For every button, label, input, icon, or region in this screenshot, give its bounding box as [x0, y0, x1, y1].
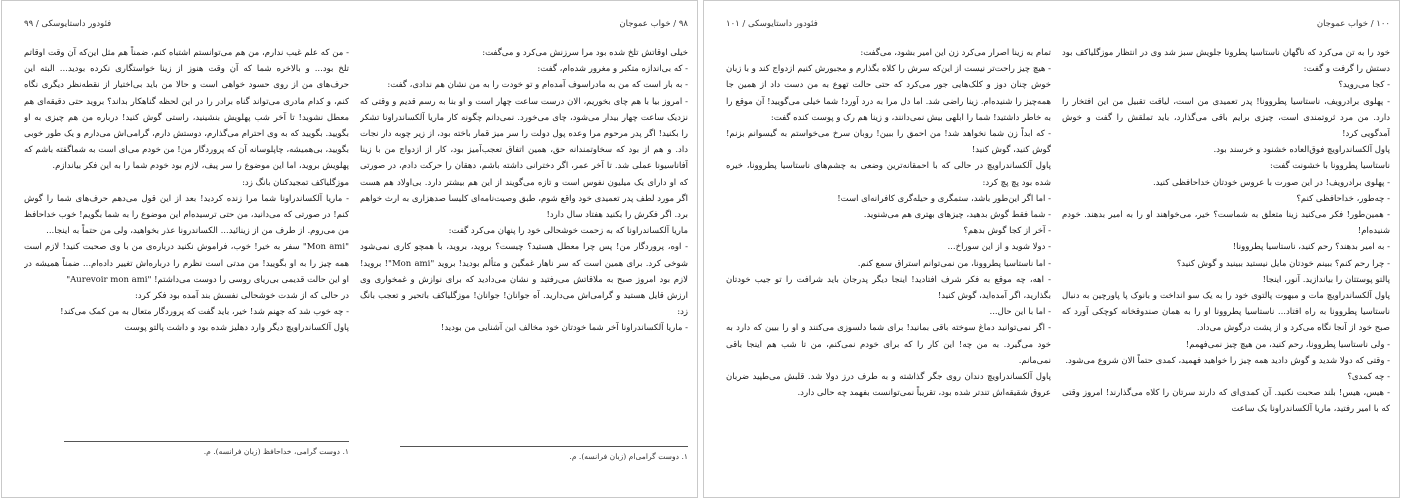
paragraph: - دولا شوید و از این سوراخ...	[947, 242, 1051, 253]
paragraph: - همین‌طور! فکر می‌کنید زینا متعلق به شماست؟ خیر، می‌خواهند او را به امیر بدهند. خودم شنیده‌ام!	[1062, 210, 1390, 237]
paragraph: پاول آلکساندراویچ فوق‌العاده خشنود و خرسند بود.	[1213, 145, 1390, 156]
footnote-rule	[400, 446, 688, 447]
paragraph: پاول آلکساندراویچ در حالی که با احمقانه‌ترین وضعی به چشم‌های ناستاسیا پطروونا، خیره شده بود پچ پچ کرد:	[726, 161, 1051, 188]
paragraph: - ماریا آلکساندراونا آخر شما خودتان خود مخالف این آشنایی من بودید!	[440, 323, 688, 334]
running-title: ۹۸ / خواب عموجان	[619, 19, 688, 29]
paragraph: - آخر از کجا گوش بدهم؟	[963, 226, 1051, 237]
paragraph: ناستاسیا پطروونا با خشونت گفت:	[1270, 161, 1390, 172]
paragraph: پاول آلکساندراویچ دیگر وارد دهلیز شده بود و داشت پالتو پوست	[124, 323, 349, 334]
page-98	[360, 1, 688, 497]
paragraph: خود را به تن می‌کرد که ناگهان ناستاسیا پطرونا جلویش سبز شد وی در انتظار موزگلیاکف بود دستش را گرفت و گفت:	[1062, 48, 1390, 75]
page-header	[24, 19, 349, 35]
footnote: ۱. دوست گرامی‌ام (زبان فرانسه). م.	[569, 452, 688, 461]
paragraph: - شما فقط گوش بدهید، چیزهای بهتری هم می‌شنوید.	[863, 210, 1051, 221]
paragraph: - ماریا آلکساندراونا شما مرا زنده کردید! بعد از این قول می‌دهم حرف‌های شما را گوش کنم! در صورتی که می‌دانید، من حتی ترسیده‌ام این موضوع را به شما بگویم! خوب خداحافظ من می‌روم. از طرف من از زینائید... الکساندرونا عذر بخواهید، ولی من حتماً به اینجا...	[24, 193, 349, 237]
paragraph: - اوه، پروردگار من! پس چرا معطل هستید؟ چیست؟ بروید، بروید، با همچو کاری نمی‌شود شوخی کرد. برای همین است که سر ناهار غمگین و متألم بودید! بروید "Mon ami"! بروید! لازم بود امروز صبح به ملاقاتش می‌رفتید و نشان می‌دادید که برای نوازش و غمخواری وی ارزش قایل هستید و گرامی‌اش می‌دارید. آه جوانان! جوانان! موزگلیاکف باتحیر و تعجب بانگ زد:	[360, 242, 688, 318]
paragraph: - اما ناستاسیا پطروونا، من نمی‌توانم استراق سمع کنم.	[857, 258, 1051, 269]
paragraph: - ولی ناستاسیا پطروونا، رحم کنید، من هیچ چیز نمی‌فهمم!	[1185, 339, 1390, 350]
paragraph: تمام به زینا اصرار می‌کرد زن این امیر بشود، می‌گفت:	[860, 48, 1051, 58]
page-header	[1062, 19, 1390, 35]
paragraph: خیلی اوقاتش تلخ شده بود مرا سرزنش می‌کرد و می‌گفت:	[482, 48, 688, 58]
page-header	[726, 19, 1051, 35]
page-body	[1062, 45, 1390, 418]
paragraph: - چه خوب شد که جهنم شد! خیر، باید گفت که پروردگار متعال به من کمک می‌کند!	[60, 307, 349, 318]
footnote: ۱. دوست گرامی، خداحافظ (زبان فرانسه). م.	[203, 447, 349, 456]
page-body	[726, 45, 1051, 401]
page-body	[360, 45, 688, 337]
page-100	[1062, 1, 1390, 497]
paragraph: - پهلوی برادرویف! در این صورت با عروس خودتان خداحافظی کنید.	[1152, 177, 1390, 188]
page-body	[24, 45, 349, 337]
paragraph: - چرا رحم کنم؟ ببینم خودتان مایل نیستید ببینید و گوش کنید؟	[1176, 258, 1390, 269]
page-99	[24, 1, 349, 497]
paragraph: - اگر نمی‌توانید دماغ سوخته باقی بمانید! برای شما دلسوزی می‌کنند و او را بیین که دارد به خود می‌گیرد. به من چه! این کار را که برای خودم نمی‌کنم، من تا شب هم اینجا باقی نمی‌مانم.	[726, 323, 1051, 366]
paragraph: موزگلیاکف تمجیدکنان بانگ زد:	[242, 177, 349, 188]
paragraph: - هیس، هیس! بلند صحبت نکنید. آن کمدی‌ای که دارند سرتان را کلاه می‌گذارند! امروز وقتی که با امیر رفتید، ماریا آلکساندراونا یک ساعت	[1062, 388, 1390, 415]
paragraph: در حالی که از شدت خوشحالی نفسش بند آمده بود فکر کرد:	[135, 291, 349, 302]
paragraph: - چه‌طور، خداحافظی کنم؟	[1296, 193, 1390, 204]
paragraph: - امروز بیا با هم چای بخوریم، الان درست ساعت چهار است و او بنا به رسم قدیم و وقتی که نزدیک ساعت چهار بیدار می‌شود، چای می‌خورد. نمی‌دانم چگونه کار ماریا آلکساندراونا تشکر را بکنید! اگر پدر مرحوم مرا وعده پول دولت را سر میز قمار باخته بود، از زیر چوبه دار نجات داد. و هم از بود که سخاوتمندانه حق، همین اتفاق تعجب‌آمیز بود، کار از ازدواج من با زینا آفاناسیونا عملی شد. تا آخر عمر، اگر دخترانی داشته باشم، دهقان را حرکت دادم، در صورتی که او دارای یک میلیون نفوس است و تازه می‌گویند از این هم بیشتر دارد. بی‌اولاد هم هست اگر مورد لطف پدر تعمیدی خود واقع شوم، طبق وصیت‌نامه‌ای کلیسا صدهزاری به ارث خواهم برد. اگر فکرش را بکنید هفتاد سال دارد!	[360, 96, 688, 221]
page-101	[726, 1, 1051, 497]
running-title: فئودور داستایوسکی / ۹۹	[24, 19, 112, 29]
paragraph: - هیچ چیز راحت‌تر نیست از این‌که سرش را کلاه بگذارم و مجبورش کنیم ازدواج کند و با زبان خوش چنان دوز و کلک‌هایی جور می‌کرد که حتی حالت تهوع به من دست داد از همین جا همه‌چیز را شنیده‌ام. زینا راضی شد. اما دل مرا به درد آورد! شما خیلی می‌گویید! آن موقع را به خاطر داشتید! شما را ابلهی بیش نمی‌دانند، و زینا هم رک و پوست کنده گفت:	[726, 64, 1051, 123]
paragraph: "Mon ami" سفر به خیر! خوب، فراموش نکنید درباره‌ی من با وی صحبت کنید! لازم است همه چیز را به او بگویید! من مدتی است نظرم را درباره‌اش تغییر داده‌ام... ضمناً همیشه در او این حالت قدیمی بی‌ریای روسی را دوست می‌داشتم! "Aurevoir mon ami"	[24, 242, 349, 285]
book-spread-left	[1, 0, 698, 498]
paragraph: - که بی‌اندازه متکبر و مغرور شده‌ام، گفت:	[537, 64, 688, 75]
paragraph: - من که علم غیب ندارم، من هم می‌توانستم اشتباه کنم، ضمناً هم مثل این‌که آن وقت اوقاتم تلخ بود... و بالاخره شما که آن وقت هنوز از زینا خواستگاری نکرده بودید... البته این حرف‌های من از روی حسود خواهی است و حالا من باید بی‌اختیار از نقطه‌نظر دیگری نگاه کنم، و کدام مادری می‌تواند گناه برادر را در این لحظه گناهکار بداند؟ بروید حتی دقیقه‌ای هم معطل نشوید! تا آخر شب پهلویش بنشینید، راستی گوش کنید! درباره من هم چیزی به او بگویید. بگویید که به وی احترام می‌گذارم، دوستش دارم، گرامی‌اش می‌دارم و یک طور خوبی بگویید، بی‌همیشه، چاپلوسانه آن که پروردگار من! من خودم می‌ای است به شماگفته باشم که پهلویش بروید، اما این موضوع را سر پیف، لازم بود خودم شما را به این فکر بیاندازم.	[24, 48, 349, 172]
paragraph: - اما اگر این‌طور باشد، ستمگری و حیله‌گری کافرانه‌ای است!	[837, 193, 1051, 204]
paragraph: ماریا آلکساندراونا که به زحمت خوشحالی خود را پنهان می‌کرد گفت:	[448, 226, 688, 237]
paragraph: - اما با این حال...	[989, 307, 1051, 318]
paragraph: - به امیر بدهند؟ رحم کنید، ناستاسیا پطروونا!	[1232, 242, 1390, 253]
paragraph: - به بار است که من به مادراسوف آمده‌ام و تو خودت را به من نشان هم ندادی، گفت:	[387, 80, 688, 91]
paragraph: - که ابداً زن شما نخواهد شد! من احمق را ببین! روبان سرخ می‌خواستم به گیسوانم بزنم! گوش کنید، گوش کنید!	[726, 129, 1051, 156]
paragraph: پاول آلکساندراویچ دندان روی جگر گذاشته و به طرف درز دولا شد. قلبش می‌طپید ضربان عروق شقیقه‌اش تندتر شده بود، تقریباً نمی‌توانست بفهمد چه حالی دارد.	[726, 372, 1051, 399]
footnote-rule	[64, 441, 349, 442]
paragraph: - چه کمدی؟	[1347, 372, 1390, 383]
running-title: ۱۰۰ / خواب عموجان	[1316, 19, 1390, 29]
running-title: فئودور داستایوسکی / ۱۰۱	[726, 19, 818, 29]
page-header	[360, 19, 688, 35]
paragraph: - کجا می‌روید؟	[1338, 80, 1390, 91]
paragraph: پاول آلکساندراویچ مات و مبهوت پالتوی خود را به یک سو انداخت و بانوک پا پاورچین به دنبال ناستاسیا پطروونا به راه افتاد... ناستاسیا پطروونا او را به همان صندوقخانه کوچکی آورد که صبح خود از آنجا نگاه می‌کرد و از پشت درگوش می‌داد.	[1062, 291, 1390, 334]
paragraph: پالتو پوستتان را بیاندازید. آنور، اینجا!	[1262, 274, 1390, 285]
paragraph: - پهلوی برادرویف، ناستاسیا پطروونا! پدر تعمیدی من است، لیاقت تقبیل من این افتخار را دارد. من مرد ثروتمندی است، چیزی برایم باقی می‌گذارد، باید تملقش را گفت و خوش آمدگویی کرد!	[1062, 96, 1390, 140]
book-spread-right	[703, 0, 1400, 498]
paragraph: - وقتی که دولا شدید و گوش دادید همه چیز را خواهید فهمید، کمدی حتماً الان شروع می‌شود.	[1065, 355, 1390, 366]
paragraph: - اهه، چه موقع به فکر شرف افتادید! اینجا دیگر پدرجان باید شرافت را تو جیب خودتان بگذارید، اگر آمده‌اید، گوش کنید!	[726, 274, 1051, 302]
